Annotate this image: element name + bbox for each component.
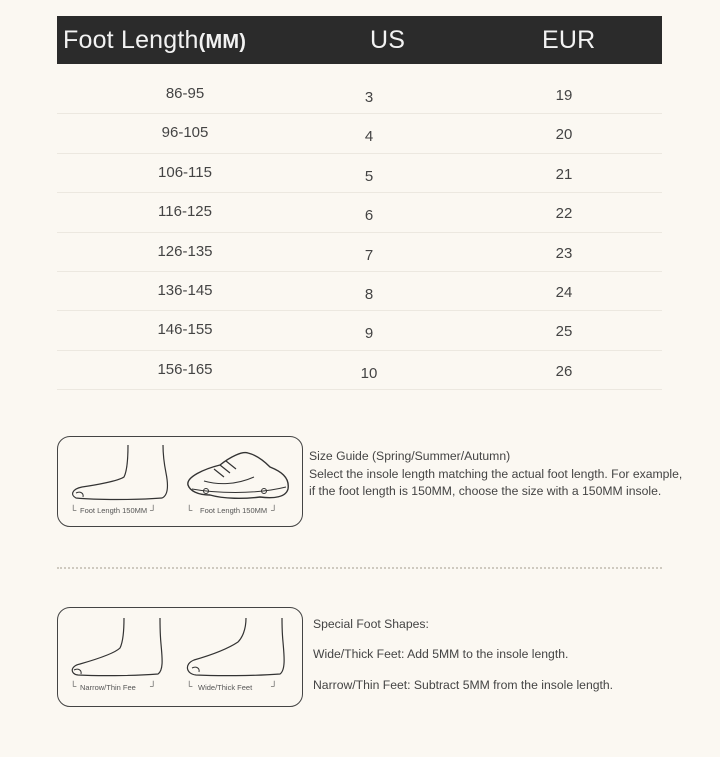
eur-size-cell: 24 (555, 283, 573, 301)
figure-label: Narrow/Thin Fee (80, 683, 136, 692)
wide-foot-icon (182, 616, 292, 676)
eur-size-cell: 19 (555, 87, 573, 104)
measure-end-bracket: ┘ (150, 681, 157, 691)
size-table-header: Foot Length(MM) US EUR (57, 16, 662, 64)
eur-size-cell: 25 (555, 323, 573, 341)
table-row (57, 311, 662, 350)
wide-feet-instruction: Wide/Thick Feet: Add 5MM to the insole length. (313, 647, 569, 661)
header-unit: (MM) (198, 30, 247, 53)
special-shapes-illustration (57, 607, 303, 707)
measure-start-bracket: └ (70, 681, 77, 691)
us-size-cell: 3 (364, 89, 374, 106)
us-size-cell: 5 (364, 167, 374, 185)
eur-size-cell: 20 (555, 126, 573, 144)
foot-length-cell: 126-135 (157, 242, 213, 260)
header-foot-length: Foot Length(MM) (63, 25, 247, 54)
eur-size-cell: 21 (555, 165, 573, 183)
size-guide-illustration (57, 436, 303, 527)
table-row (57, 272, 662, 311)
us-size-cell: 4 (364, 128, 374, 146)
section-divider (57, 567, 662, 569)
header-eur: EUR (542, 25, 596, 54)
measure-start-bracket: └ (186, 505, 193, 515)
table-row (57, 193, 662, 232)
table-row (57, 351, 662, 390)
measure-end-bracket: ┘ (150, 505, 157, 515)
size-table-body (57, 75, 662, 390)
us-size-cell: 8 (364, 285, 374, 303)
eur-size-cell: 23 (555, 244, 573, 262)
foot-length-cell: 156-165 (157, 360, 213, 378)
figure-label: Foot Length 150MM (80, 506, 148, 515)
measure-end-bracket: ┘ (271, 505, 278, 515)
foot-length-cell: 96-105 (161, 124, 209, 142)
table-row (57, 114, 662, 153)
us-size-cell: 9 (364, 325, 374, 343)
size-guide-example: if the foot length is 150MM, choose the size with a 150MM insole. (309, 484, 662, 498)
table-row (57, 75, 662, 114)
foot-length-cell: 86-95 (165, 85, 205, 102)
eur-size-cell: 26 (555, 362, 573, 380)
foot-length-cell: 106-115 (158, 163, 212, 181)
measure-start-bracket: └ (70, 505, 77, 515)
measure-end-bracket: ┘ (271, 681, 278, 691)
measure-start-bracket: └ (186, 681, 193, 691)
narrow-foot-icon (66, 616, 166, 676)
figure-label: Wide/Thick Feet (198, 683, 253, 692)
us-size-cell: 10 (360, 364, 378, 382)
shoe-icon (184, 447, 294, 503)
foot-length-cell: 146-155 (157, 321, 213, 339)
eur-size-cell: 22 (555, 205, 573, 223)
size-guide-text (309, 448, 709, 501)
us-size-cell: 7 (364, 246, 374, 264)
size-guide-title: Size Guide (Spring/Summer/Autumn) (309, 449, 511, 463)
figure-label: Foot Length 150MM (200, 506, 268, 515)
special-shapes-title: Special Foot Shapes: (313, 617, 429, 631)
table-row (57, 233, 662, 272)
narrow-feet-instruction: Narrow/Thin Feet: Subtract 5MM from the insole length. (313, 678, 614, 692)
foot-side-icon (66, 443, 176, 503)
foot-length-cell: 136-145 (157, 281, 213, 299)
us-size-cell: 6 (364, 207, 374, 225)
table-row (57, 154, 662, 193)
foot-length-cell: 116-125 (158, 203, 212, 221)
size-guide-instruction: Select the insole length matching the actual foot length. For example, (309, 466, 683, 481)
